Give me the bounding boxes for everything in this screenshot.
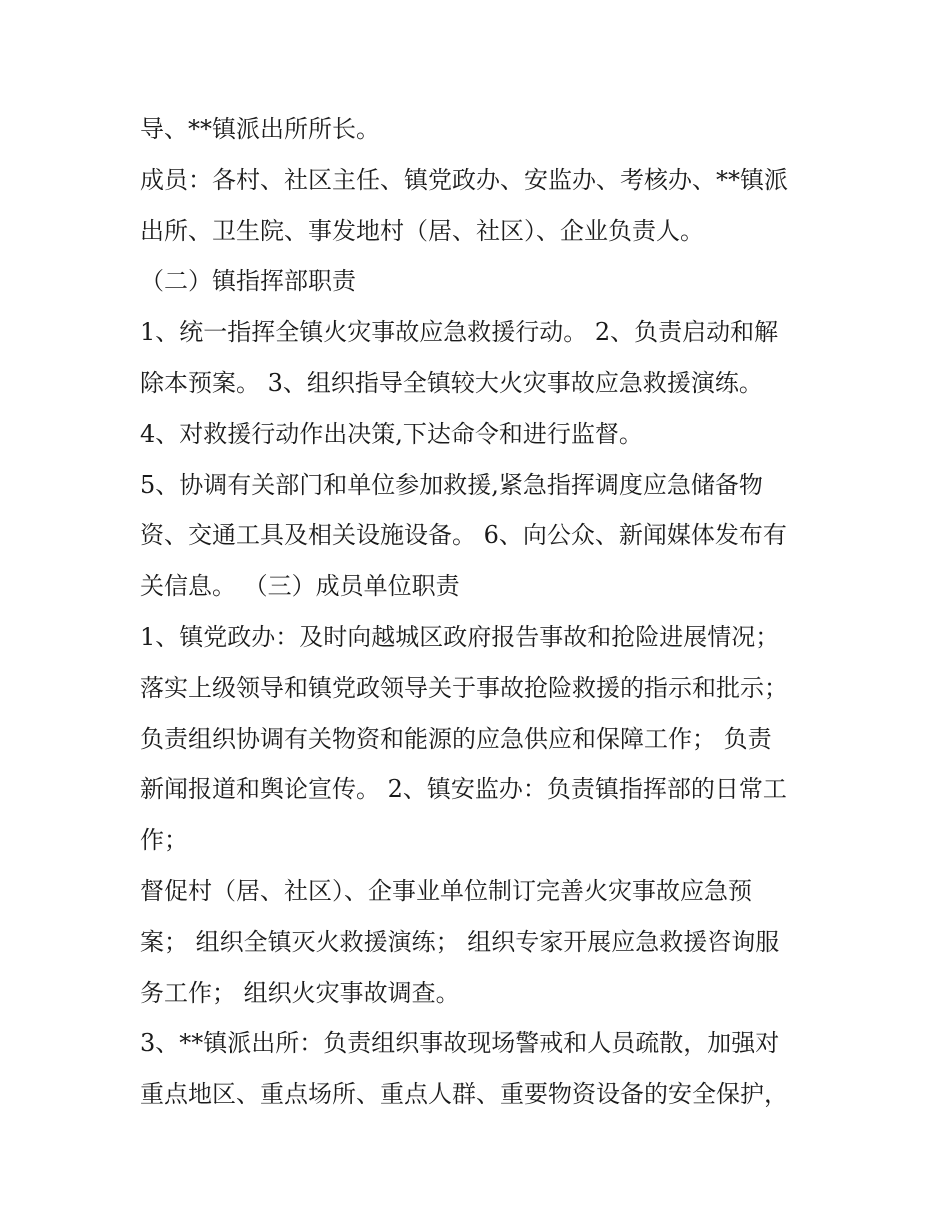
text-line: 资、交通工具及相关设施设备。 6、向公众、新闻媒体发布有: [140, 521, 787, 550]
text-line: 3、**镇派出所：负责组织事故现场警戒和人员疏散，加强对: [140, 1029, 780, 1058]
text-line: 作；: [140, 826, 188, 855]
text-line: 重点地区、重点场所、重点人群、重要物资设备的安全保护，: [140, 1080, 788, 1109]
text-line: 除本预案。 3、组织指导全镇较大火灾事故应急救援演练。: [140, 368, 763, 397]
text-line: 关信息。 （三）成员单位职责: [140, 572, 460, 601]
text-line: 成员：各村、社区主任、镇党政办、安监办、考核办、**镇派: [140, 165, 788, 194]
text-line: 出所、卫生院、事发地村（居、社区）、企业负责人。: [140, 216, 704, 245]
text-line: 务工作； 组织火灾事故调查。: [140, 978, 460, 1007]
text-line: 落实上级领导和镇党政领导关于事故抢险救援的指示和批示；: [140, 673, 788, 702]
section-heading: （二）镇指挥部职责: [140, 267, 356, 296]
text-line: 5、协调有关部门和单位参加救援,紧急指挥调度应急储备物: [140, 470, 763, 499]
text-line: 案； 组织全镇灭火救援演练； 组织专家开展应急救援咨询服: [140, 927, 780, 956]
text-line: 4、对救援行动作出决策,下达命令和进行监督。: [140, 419, 643, 448]
document-body: [140, 104, 820, 1120]
text-line: 督促村（居、社区）、企事业单位制订完善火灾事故应急预: [140, 876, 752, 905]
text-line: 新闻报道和舆论宣传。 2、镇安监办：负责镇指挥部的日常工: [140, 775, 787, 804]
text-line: 负责组织协调有关物资和能源的应急供应和保障工作； 负责: [140, 724, 772, 753]
text-line: 导、**镇派出所所长。: [140, 115, 380, 143]
text-line: 1、统一指挥全镇火灾事故应急救援行动。 2、负责启动和解: [140, 318, 779, 347]
text-line: 1、镇党政办：及时向越城区政府报告事故和抢险进展情况；: [140, 622, 780, 651]
